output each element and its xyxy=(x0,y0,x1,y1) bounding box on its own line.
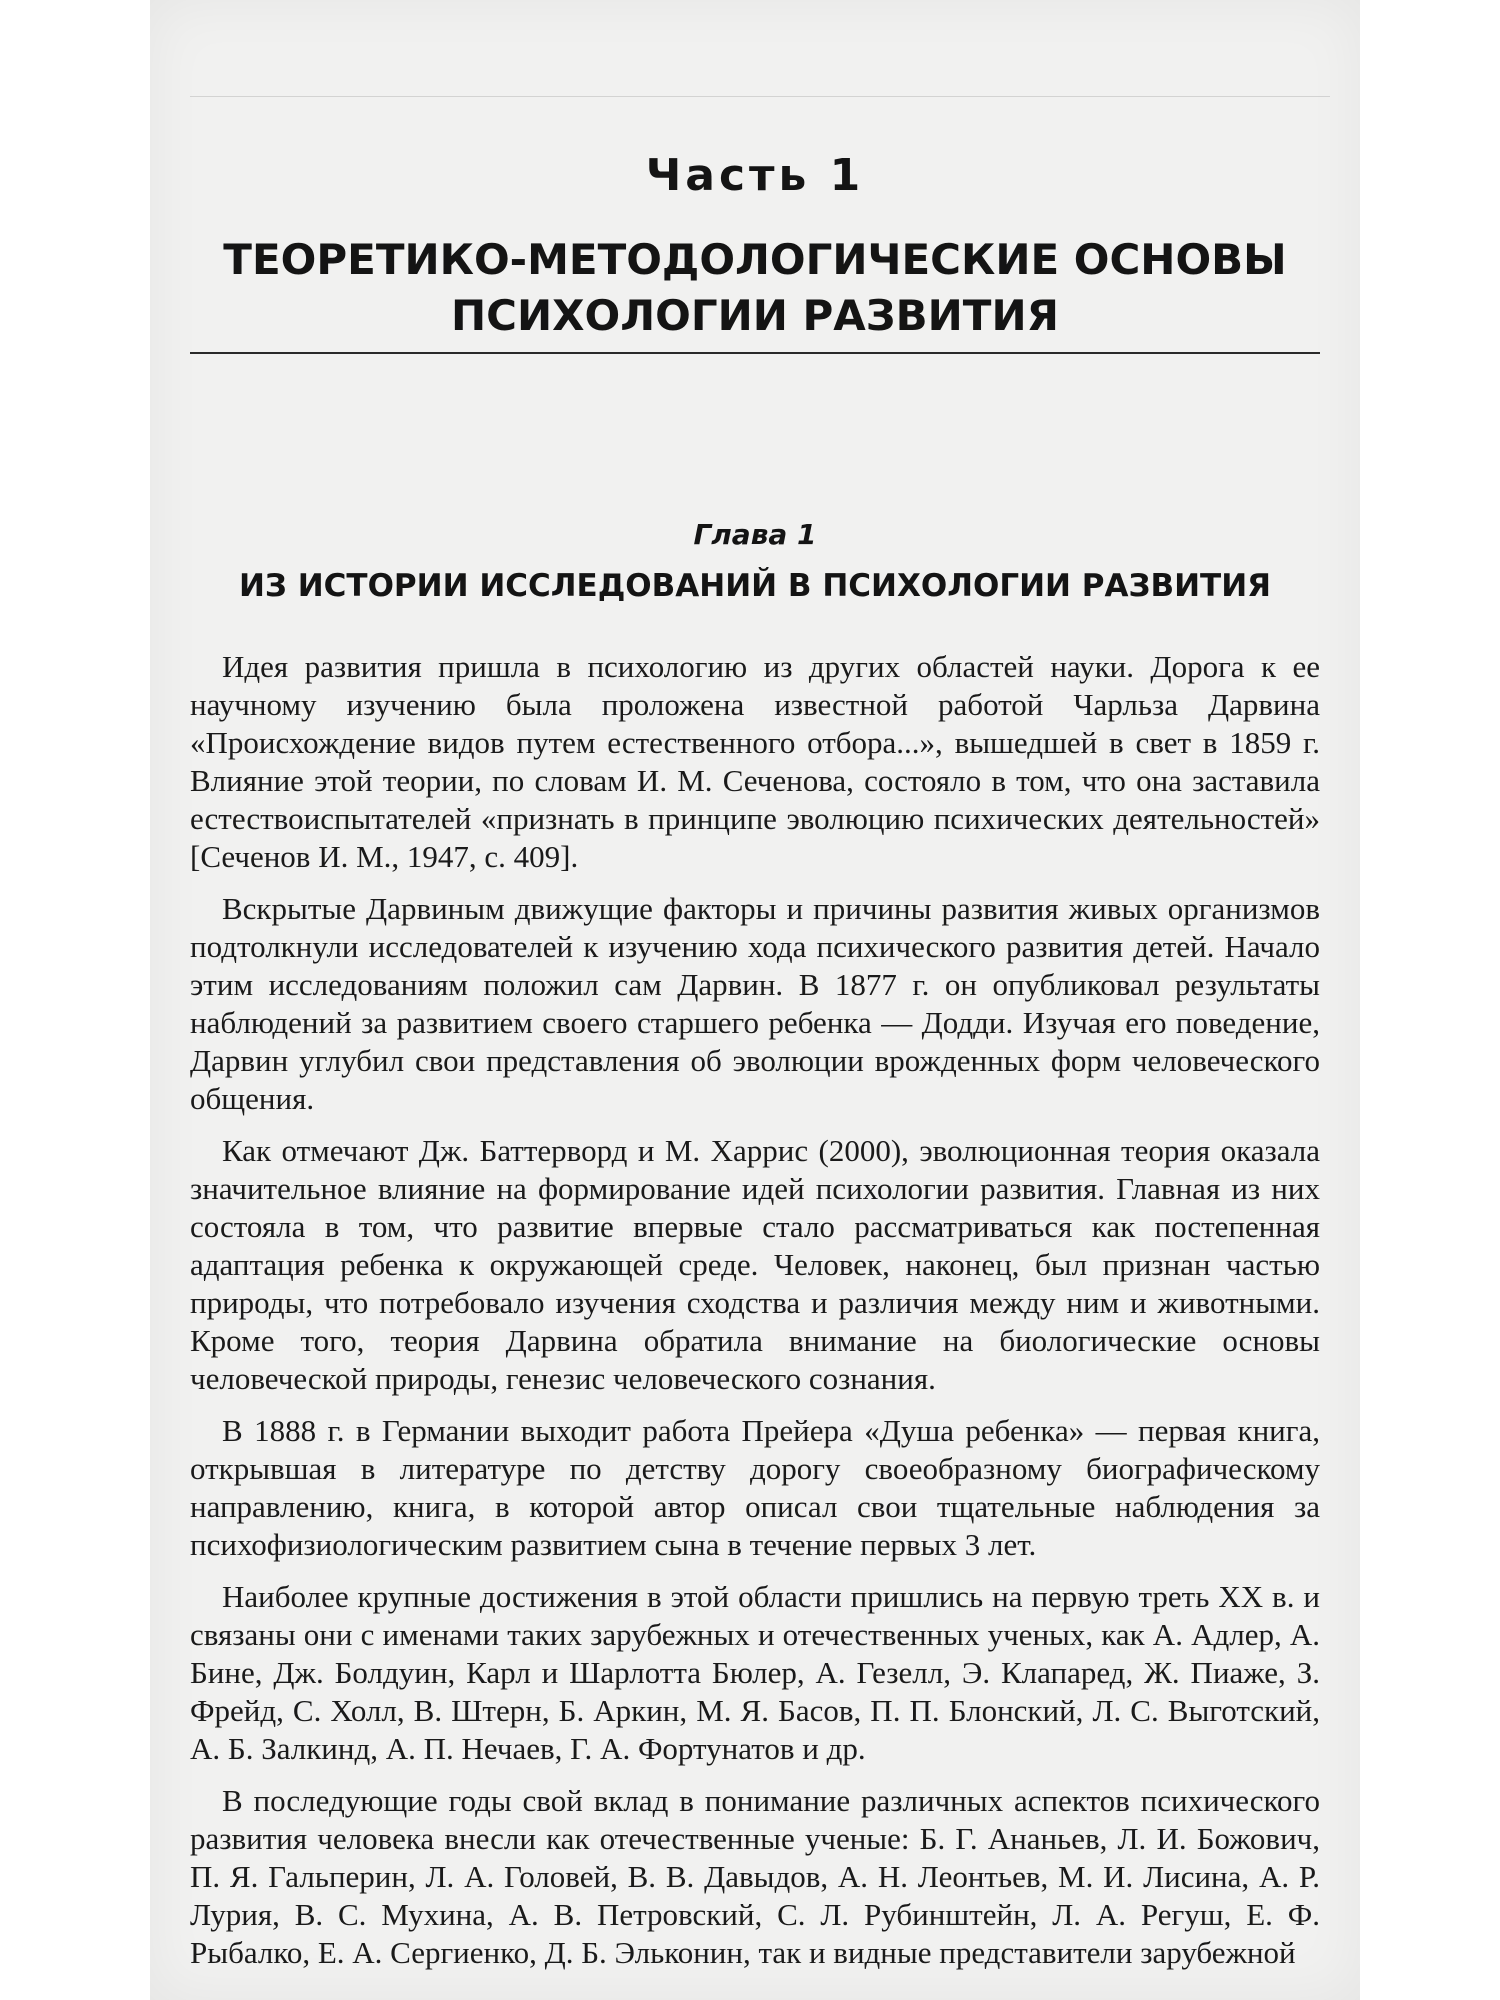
paragraph-1: Идея развития пришла в психологию из других областей науки. Дорога к ее научному изучению была проложена известной работой Чарльза Дарвина «Происхождение видов путем естественного отбора...», вышедшей в свет в 1859 г. Влияние этой теории, по словам И. М. Сеченова, состояло в том, что она заставила естествоиспытателей «признать в принципе эволюцию психических деятельностей» [Сеченов И. М., 1947, с. 409]. xyxy=(190,649,1320,874)
chapter-title: ИЗ ИСТОРИИ ИССЛЕДОВАНИЙ В ПСИХОЛОГИИ РАЗВИТИЯ xyxy=(238,568,1272,604)
part-title-line-1: ТЕОРЕТИКО-МЕТОДОЛОГИЧЕСКИЕ ОСНОВЫ xyxy=(223,235,1287,284)
part-title-line-2: ПСИХОЛОГИИ РАЗВИТИЯ xyxy=(451,291,1059,340)
chapter-label: Глава 1 xyxy=(693,518,817,551)
part-title-rule xyxy=(190,352,1320,354)
paragraph-4: В 1888 г. в Германии выходит работа Прейера «Душа ребенка» — первая книга, открывшая в литературе по детству дорогу своеобразному биографическому направлению, книга, в которой автор описал свои тщательные наблюдения за психофизиологическим развитием сына в течение первых 3 лет. xyxy=(190,1413,1320,1562)
paragraph-3: Как отмечают Дж. Баттерворд и М. Харрис (2000), эволюционная теория оказала значительное влияние на формирование идей психологии развития. Главная из них состояла в том, что развитие впервые стало рассматриваться как постепенная адаптация ребенка к окружающей среде. Человек, наконец, был признан частью природы, что потребовало изучения сходства и различия между ним и животными. Кроме того, теория Дарвина обратила внимание на биологические основы человеческой природы, генезис человеческого сознания. xyxy=(190,1133,1320,1396)
part-label: Часть 1 xyxy=(645,150,865,201)
chapter-body xyxy=(190,648,1320,1986)
bleed-through-running-head xyxy=(190,62,1330,97)
paragraph-6: В последующие годы свой вклад в понимание различных аспектов психического развития человека внесли как отечественные ученые: Б. Г. Ананьев, Л. И. Божович, П. Я. Гальперин, Л. А. Головей, В. В. Давыдов, А. Н. Леонтьев, М. И. Лисина, А. Р. Лурия, В. С. Мухина, А. В. Петровский, С. Л. Рубинштейн, Л. А. Регуш, Е. Ф. Рыбалко, Е. А. Сергиенко, Д. Б. Эльконин, так и видные представители зарубежной xyxy=(190,1783,1320,1970)
paragraph-5: Наиболее крупные достижения в этой области пришлись на первую треть XX в. и связаны они с именами таких зарубежных и отечественных ученых, как А. Адлер, А. Бине, Дж. Болдуин, Карл и Шарлотта Бюлер, А. Гезелл, Э. Клапаред, Ж. Пиаже, З. Фрейд, С. Холл, В. Штерн, Б. Аркин, М. Я. Басов, П. П. Блонский, Л. С. Выготский, А. Б. Залкинд, А. П. Нечаев, Г. А. Фортунатов и др. xyxy=(190,1579,1320,1766)
paragraph-2: Вскрытые Дарвиным движущие факторы и причины развития живых организмов подтолкнули исследователей к изучению хода психического развития детей. Начало этим исследованиям положил сам Дарвин. В 1877 г. он опубликовал результаты наблюдений за развитием своего старшего ребенка — Додди. Изучая его поведение, Дарвин углубил свои представления об эволюции врожденных форм человеческого общения. xyxy=(190,891,1320,1116)
part-title xyxy=(150,232,1360,344)
